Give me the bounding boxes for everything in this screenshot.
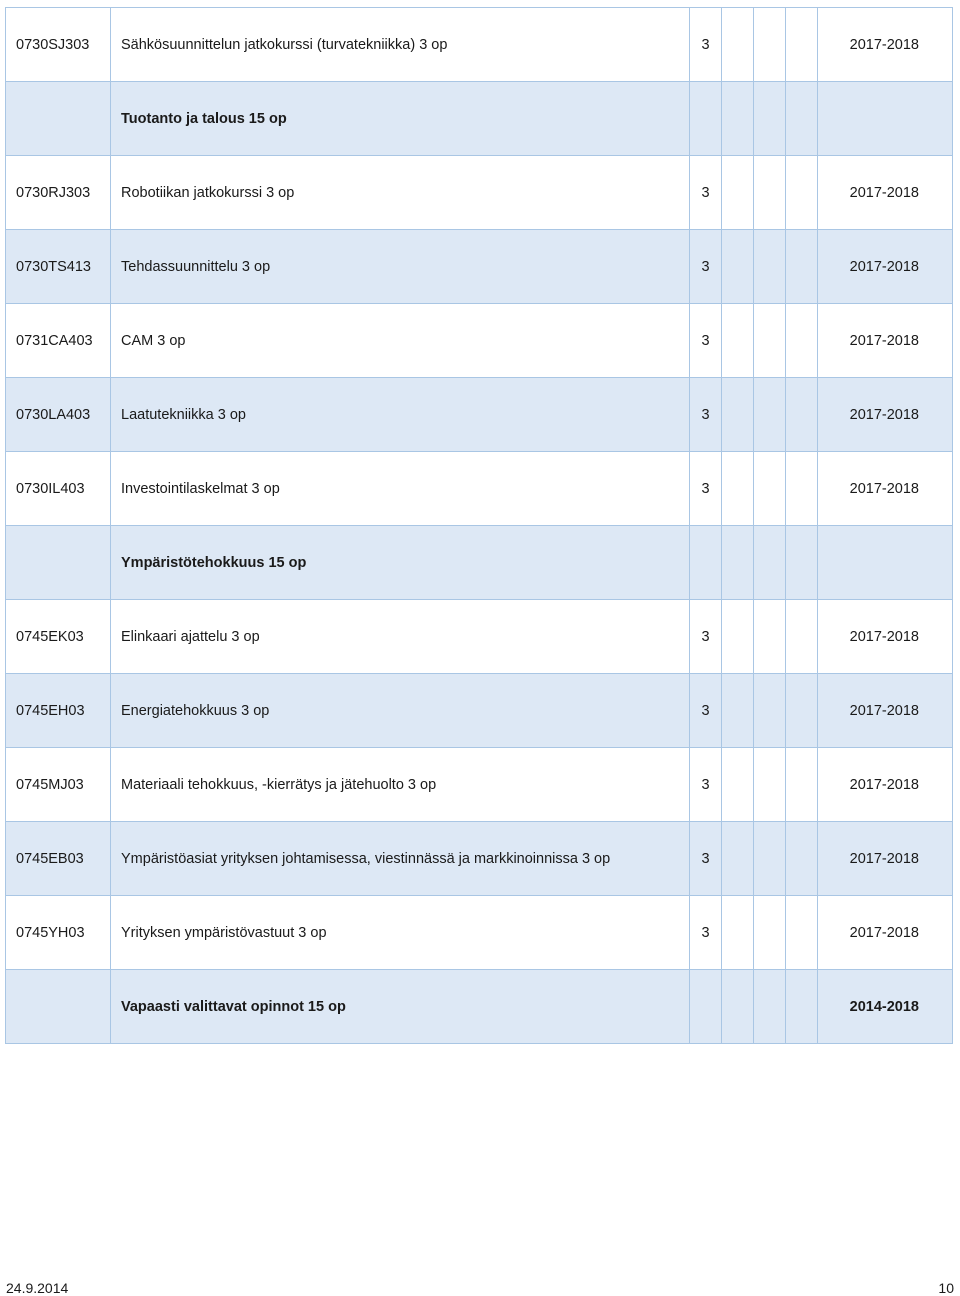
course-credits: 3 bbox=[690, 304, 722, 378]
section-header-row bbox=[6, 526, 953, 600]
empty-cell bbox=[786, 82, 818, 156]
course-row bbox=[6, 822, 953, 896]
course-name: Yrityksen ympäristövastuut 3 op bbox=[111, 896, 690, 970]
course-credits: 3 bbox=[690, 896, 722, 970]
empty-cell bbox=[722, 970, 754, 1044]
section-header-row bbox=[6, 970, 953, 1044]
empty-cell bbox=[754, 378, 786, 452]
course-code: 0730RJ303 bbox=[6, 156, 111, 230]
course-code: 0730LA403 bbox=[6, 378, 111, 452]
course-row bbox=[6, 748, 953, 822]
course-year: 2017-2018 bbox=[818, 674, 953, 748]
empty-cell bbox=[754, 526, 786, 600]
course-credits: 3 bbox=[690, 674, 722, 748]
course-name: Investointilaskelmat 3 op bbox=[111, 452, 690, 526]
empty-cell bbox=[722, 600, 754, 674]
course-code: 0745EH03 bbox=[6, 674, 111, 748]
empty-cell bbox=[786, 378, 818, 452]
course-name: Tehdassuunnittelu 3 op bbox=[111, 230, 690, 304]
course-name: Elinkaari ajattelu 3 op bbox=[111, 600, 690, 674]
empty-cell bbox=[722, 82, 754, 156]
empty-cell bbox=[722, 8, 754, 82]
course-year bbox=[818, 82, 953, 156]
course-year bbox=[818, 526, 953, 600]
course-year: 2017-2018 bbox=[818, 896, 953, 970]
empty-cell bbox=[754, 600, 786, 674]
course-row bbox=[6, 452, 953, 526]
empty-cell bbox=[754, 970, 786, 1044]
table-body bbox=[6, 8, 953, 1044]
course-year: 2017-2018 bbox=[818, 822, 953, 896]
empty-cell bbox=[786, 970, 818, 1044]
course-code: 0745MJ03 bbox=[6, 748, 111, 822]
course-name: Laatutekniikka 3 op bbox=[111, 378, 690, 452]
course-code: 0731CA403 bbox=[6, 304, 111, 378]
course-row bbox=[6, 674, 953, 748]
section-title: Tuotanto ja talous 15 op bbox=[111, 82, 690, 156]
course-name: Materiaali tehokkuus, -kierrätys ja jätehuolto 3 op bbox=[111, 748, 690, 822]
course-row bbox=[6, 230, 953, 304]
course-name: Energiatehokkuus 3 op bbox=[111, 674, 690, 748]
empty-cell bbox=[786, 304, 818, 378]
course-credits: 3 bbox=[690, 822, 722, 896]
empty-cell bbox=[754, 156, 786, 230]
course-name: CAM 3 op bbox=[111, 304, 690, 378]
empty-cell bbox=[786, 674, 818, 748]
empty-cell bbox=[754, 82, 786, 156]
course-year: 2017-2018 bbox=[818, 8, 953, 82]
course-code bbox=[6, 526, 111, 600]
empty-cell bbox=[722, 748, 754, 822]
course-code: 0730SJ303 bbox=[6, 8, 111, 82]
course-row bbox=[6, 378, 953, 452]
empty-cell bbox=[786, 526, 818, 600]
empty-cell bbox=[786, 156, 818, 230]
course-credits: 3 bbox=[690, 600, 722, 674]
course-credits: 3 bbox=[690, 156, 722, 230]
course-year: 2014-2018 bbox=[818, 970, 953, 1044]
course-year: 2017-2018 bbox=[818, 230, 953, 304]
empty-cell bbox=[786, 600, 818, 674]
footer-date: 24.9.2014 bbox=[6, 1280, 69, 1296]
section-title: Ympäristötehokkuus 15 op bbox=[111, 526, 690, 600]
empty-cell bbox=[786, 748, 818, 822]
empty-cell bbox=[754, 452, 786, 526]
course-year: 2017-2018 bbox=[818, 156, 953, 230]
course-row bbox=[6, 896, 953, 970]
course-year: 2017-2018 bbox=[818, 452, 953, 526]
empty-cell bbox=[754, 674, 786, 748]
empty-cell bbox=[786, 896, 818, 970]
empty-cell bbox=[722, 822, 754, 896]
course-credits bbox=[690, 970, 722, 1044]
course-code bbox=[6, 82, 111, 156]
course-credits: 3 bbox=[690, 378, 722, 452]
course-name: Ympäristöasiat yrityksen johtamisessa, viestinnässä ja markkinoinnissa 3 op bbox=[111, 822, 690, 896]
empty-cell bbox=[754, 822, 786, 896]
empty-cell bbox=[722, 452, 754, 526]
footer-page-number: 10 bbox=[938, 1280, 954, 1296]
empty-cell bbox=[754, 896, 786, 970]
course-code: 0745YH03 bbox=[6, 896, 111, 970]
course-year: 2017-2018 bbox=[818, 304, 953, 378]
curriculum-table bbox=[5, 7, 953, 1044]
empty-cell bbox=[754, 230, 786, 304]
empty-cell bbox=[786, 822, 818, 896]
course-row bbox=[6, 304, 953, 378]
empty-cell bbox=[722, 896, 754, 970]
empty-cell bbox=[786, 452, 818, 526]
course-code: 0745EK03 bbox=[6, 600, 111, 674]
course-row bbox=[6, 600, 953, 674]
course-name: Sähkösuunnittelun jatkokurssi (turvatekniikka) 3 op bbox=[111, 8, 690, 82]
course-row bbox=[6, 8, 953, 82]
section-title: Vapaasti valittavat opinnot 15 op bbox=[111, 970, 690, 1044]
course-row bbox=[6, 156, 953, 230]
course-year: 2017-2018 bbox=[818, 600, 953, 674]
course-code: 0730IL403 bbox=[6, 452, 111, 526]
course-credits: 3 bbox=[690, 748, 722, 822]
course-code: 0730TS413 bbox=[6, 230, 111, 304]
course-year: 2017-2018 bbox=[818, 378, 953, 452]
course-credits bbox=[690, 82, 722, 156]
empty-cell bbox=[754, 304, 786, 378]
course-name: Robotiikan jatkokurssi 3 op bbox=[111, 156, 690, 230]
empty-cell bbox=[754, 748, 786, 822]
empty-cell bbox=[722, 378, 754, 452]
empty-cell bbox=[722, 526, 754, 600]
empty-cell bbox=[754, 8, 786, 82]
section-header-row bbox=[6, 82, 953, 156]
course-code bbox=[6, 970, 111, 1044]
course-year: 2017-2018 bbox=[818, 748, 953, 822]
empty-cell bbox=[786, 230, 818, 304]
empty-cell bbox=[786, 8, 818, 82]
empty-cell bbox=[722, 230, 754, 304]
empty-cell bbox=[722, 156, 754, 230]
empty-cell bbox=[722, 674, 754, 748]
course-credits: 3 bbox=[690, 8, 722, 82]
course-credits bbox=[690, 526, 722, 600]
course-code: 0745EB03 bbox=[6, 822, 111, 896]
empty-cell bbox=[722, 304, 754, 378]
course-credits: 3 bbox=[690, 452, 722, 526]
course-credits: 3 bbox=[690, 230, 722, 304]
